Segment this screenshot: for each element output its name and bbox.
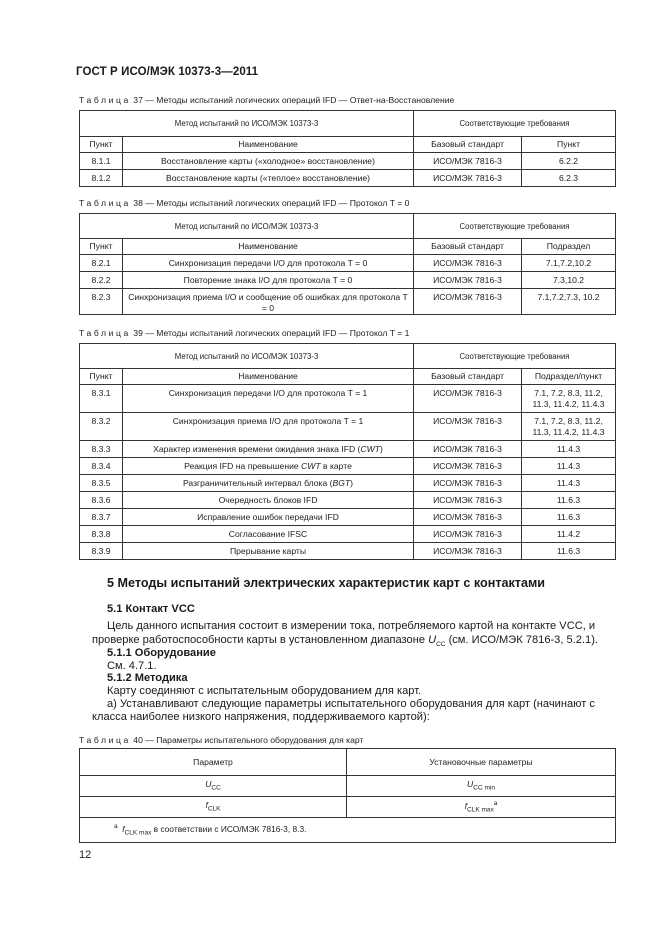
cell: Синхронизация передачи I/O для протокола T = 1 (123, 385, 414, 413)
cell: 6.2.3 (522, 170, 616, 187)
table-row (80, 170, 616, 187)
section-5-1-1-heading: 5.1.1 Оборудование (107, 647, 216, 659)
table-footnote-row (80, 818, 616, 843)
cell: 8.3.9 (80, 543, 123, 560)
column-header: Наименование (123, 369, 414, 385)
cell: 11.6.3 (522, 509, 616, 526)
table-row (80, 385, 616, 413)
table-row (80, 526, 616, 543)
variable-u: U (467, 778, 474, 789)
cell: 7.1,7.2,7.3, 10.2 (522, 289, 616, 315)
table-row (80, 492, 616, 509)
cell: Восстановление карты («холодное» восстановление) (123, 153, 414, 170)
subscript: CC min (473, 784, 495, 792)
cell: ИСО/МЭК 7816-3 (414, 475, 522, 492)
table-row (80, 509, 616, 526)
cell: 8.3.7 (80, 509, 123, 526)
table-row (80, 776, 616, 797)
cell: 11.4.3 (522, 458, 616, 475)
table-row (80, 441, 616, 458)
table-38-caption (79, 198, 409, 208)
table-37-caption (79, 95, 454, 105)
column-header: Подраздел (522, 239, 616, 255)
cell: ИСО/МЭК 7816-3 (414, 492, 522, 509)
group-header-requirements: Соответствующие требования (414, 111, 616, 137)
caption-text: 38 — Методы испытаний логических операций IFD — Протокол T = 0 (133, 198, 410, 208)
cell: ИСО/МЭК 7816-3 (414, 526, 522, 543)
page-number: 12 (79, 849, 92, 861)
table-row (80, 475, 616, 492)
cell: Характер изменения времени ожидания знака IFD (CWT) (123, 441, 414, 458)
cell: Реакция IFD на превышение CWT в карте (123, 458, 414, 475)
cell: 8.1.1 (80, 153, 123, 170)
column-header: Базовый стандарт (414, 137, 522, 153)
cell: 8.2.3 (80, 289, 123, 315)
table-39-caption (79, 328, 409, 338)
table-39 (79, 343, 616, 560)
cell: 8.2.1 (80, 255, 123, 272)
group-header-method: Метод испытаний по ИСО/МЭК 10373-3 (80, 111, 414, 137)
cell: 8.3.4 (80, 458, 123, 475)
cell: 6.2.2 (522, 153, 616, 170)
table-footnote (80, 818, 616, 843)
cell (347, 797, 616, 818)
cell: 8.2.2 (80, 272, 123, 289)
caption-word: Таблица (79, 198, 131, 208)
cell: ИСО/МЭК 7816-3 (414, 170, 522, 187)
table-row (80, 255, 616, 272)
cell: ИСО/МЭК 7816-3 (414, 458, 522, 475)
table-row (80, 458, 616, 475)
cell: ИСО/МЭК 7816-3 (414, 441, 522, 458)
cell: 8.3.6 (80, 492, 123, 509)
group-header-requirements: Соответствующие требования (414, 344, 616, 369)
subscript: CLK (207, 805, 221, 813)
group-header-requirements: Соответствующие требования (414, 214, 616, 239)
subscript: CLK max (124, 829, 152, 837)
table-38 (79, 213, 616, 315)
paragraph-line: Карту соединяют с испытательным оборудованием для карт. (107, 685, 422, 697)
paragraph-line: класса наиболее низкого напряжения, поддерживаемого картой): (92, 711, 430, 723)
table-37 (79, 110, 616, 187)
cell: 11.6.3 (522, 492, 616, 509)
cell: Синхронизация передачи I/O для протокола T = 0 (123, 255, 414, 272)
cell: ИСО/МЭК 7816-3 (414, 255, 522, 272)
caption-text: 40 — Параметры испытательного оборудования для карт (133, 735, 364, 745)
cell: 11.4.3 (522, 441, 616, 458)
table-40 (79, 748, 616, 843)
cell: 7.3,10.2 (522, 272, 616, 289)
cell (347, 776, 616, 797)
cell: Очередность блоков IFD (123, 492, 414, 509)
cell: ИСО/МЭК 7816-3 (414, 413, 522, 441)
caption-word: Таблица (79, 328, 131, 338)
variable-term: BGT (332, 477, 351, 488)
cell: Повторение знака I/O для протокола T = 0 (123, 272, 414, 289)
cell: 8.3.2 (80, 413, 123, 441)
cell (80, 776, 347, 797)
paragraph-line: Цель данного испытания состоит в измерении тока, потребляемого картой на контакте VCC, и (107, 620, 596, 632)
variable-u: U (205, 778, 212, 789)
cell: Восстановление карты («теплое» восстановление) (123, 170, 414, 187)
footnote-ref: a (493, 800, 498, 808)
subscript: CLK max (467, 806, 494, 814)
subscript: CC (436, 641, 446, 649)
table-row (80, 543, 616, 560)
subscript: CC (211, 784, 221, 792)
variable-f: f (464, 801, 468, 812)
group-header-method: Метод испытаний по ИСО/МЭК 10373-3 (80, 214, 414, 239)
caption-text: 39 — Методы испытаний логических операций IFD — Протокол T = 1 (133, 328, 410, 338)
section-5-1-heading: 5.1 Контакт VCC (107, 603, 195, 615)
column-header: Пункт (80, 239, 123, 255)
cell: 7.1, 7.2, 8.3, 11.2, 11.3, 11.4.2, 11.4.3 (522, 413, 616, 441)
caption-word: Таблица (79, 95, 131, 105)
text-span: проверке работоспособности карты в установленном диапазоне (92, 634, 429, 646)
caption-text: 37 — Методы испытаний логических операций IFD — Ответ-на-Восстановление (133, 95, 455, 105)
cell: 8.3.3 (80, 441, 123, 458)
cell: 11.6.3 (522, 543, 616, 560)
cell: ИСО/МЭК 7816-3 (414, 509, 522, 526)
cell: ИСО/МЭК 7816-3 (414, 385, 522, 413)
cell: 11.4.3 (522, 475, 616, 492)
caption-word: Таблица (79, 735, 131, 745)
column-header: Базовый стандарт (414, 239, 522, 255)
page-header: ГОСТ Р ИСО/МЭК 10373-3—2011 (76, 66, 259, 78)
paragraph-line: а) Устанавливают следующие параметры испытательного оборудования для карт (начинают с (107, 698, 595, 710)
table-row (80, 797, 616, 818)
cell: 8.3.1 (80, 385, 123, 413)
cell: Синхронизация приема I/O для протокола T = 1 (123, 413, 414, 441)
column-header: Подраздел/пункт (522, 369, 616, 385)
cell: 8.3.8 (80, 526, 123, 543)
cell (80, 797, 347, 818)
cell: ИСО/МЭК 7816-3 (414, 289, 522, 315)
column-header: Наименование (123, 239, 414, 255)
variable-u: U (428, 634, 437, 646)
table-row (80, 153, 616, 170)
text-span: в соответствии с ИСО/МЭК 7816-3, 8.3. (151, 824, 307, 835)
cell: ИСО/МЭК 7816-3 (414, 272, 522, 289)
text-span: (см. ИСО/МЭК 7816-3, 5.2.1). (445, 634, 598, 646)
table-row (80, 413, 616, 441)
paragraph-line: См. 4.7.1. (107, 660, 157, 672)
cell: 7.1,7.2,10.2 (522, 255, 616, 272)
table-40-caption (79, 735, 363, 745)
cell: 8.3.5 (80, 475, 123, 492)
variable-term: CWT (360, 443, 380, 454)
cell: ИСО/МЭК 7816-3 (414, 153, 522, 170)
cell: Исправление ошибок передачи IFD (123, 509, 414, 526)
column-header: Параметр (80, 749, 347, 776)
table-row (80, 289, 616, 315)
footnote-mark: a (114, 823, 118, 831)
variable-f: f (205, 799, 208, 810)
variable-f: f (122, 824, 125, 835)
variable-term: CWT (301, 460, 321, 471)
section-5-1-2-heading: 5.1.2 Методика (107, 672, 188, 684)
table-row (80, 272, 616, 289)
column-header: Установочные параметры (347, 749, 616, 776)
cell: ИСО/МЭК 7816-3 (414, 543, 522, 560)
cell: Разграничительный интервал блока (BGT) (123, 475, 414, 492)
cell: Синхронизация приема I/O и сообщение об ошибках для протокола T = 0 (123, 289, 414, 315)
cell: Прерывание карты (123, 543, 414, 560)
column-header: Пункт (522, 137, 616, 153)
column-header: Пункт (80, 137, 123, 153)
cell: 7.1, 7.2, 8.3, 11.2, 11.3, 11.4.2, 11.4.3 (522, 385, 616, 413)
section-5-heading: 5 Методы испытаний электрических характеристик карт с контактами (107, 576, 546, 590)
cell: Согласование IFSC (123, 526, 414, 543)
column-header: Базовый стандарт (414, 369, 522, 385)
column-header: Пункт (80, 369, 123, 385)
cell: 11.4.2 (522, 526, 616, 543)
column-header: Наименование (123, 137, 414, 153)
group-header-method: Метод испытаний по ИСО/МЭК 10373-3 (80, 344, 414, 369)
cell: 8.1.2 (80, 170, 123, 187)
